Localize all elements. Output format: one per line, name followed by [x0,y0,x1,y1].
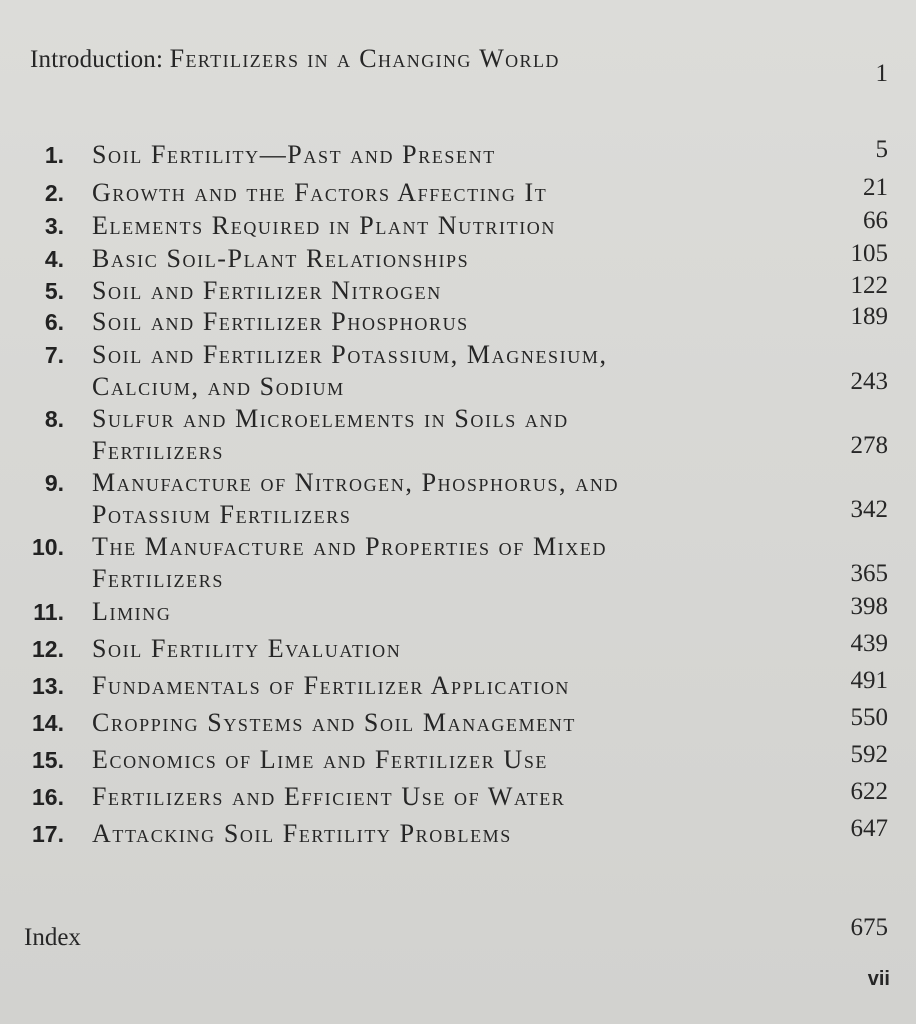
chapter-page: 189 [850,303,888,330]
chapter-number: 3. [44,213,64,239]
chapter-page: 550 [850,704,888,731]
chapter-number: 9. [44,470,64,496]
chapter-page: 342 [850,496,888,523]
chapter-title: Fertilizers [92,564,224,593]
chapter-number: 11. [33,599,64,625]
intro-page: 1 [875,60,888,87]
chapter-page: 365 [850,560,888,587]
chapter-number: 7. [44,342,64,368]
chapter-title: Soil and Fertilizer Potassium, Magnesium, [92,340,608,369]
chapter-page: 278 [850,432,888,459]
chapter-title: Soil Fertility—Past and Present [92,140,496,169]
chapter-title: The Manufacture and Properties of Mixed [92,532,608,561]
chapter-title: Basic Soil-Plant Relationships [92,244,470,273]
chapter-title: Cropping Systems and Soil Management [92,708,576,737]
chapter-title: Soil Fertility Evaluation [92,634,402,663]
chapter-page: 439 [850,630,888,657]
chapter-number: 10. [32,534,64,560]
chapter-page: 21 [863,174,888,201]
chapter-title: Soil and Fertilizer Phosphorus [92,307,469,336]
chapter-number: 17. [32,821,64,847]
chapter-number: 4. [44,246,64,272]
index-label: Index [24,924,81,951]
chapter-page: 105 [850,240,888,267]
chapter-page: 243 [850,368,888,395]
chapter-page: 592 [850,741,888,768]
intro-entry [30,44,560,74]
intro-title: Fertilizers in a Changing World [169,44,560,73]
chapter-page: 398 [850,593,888,620]
chapter-title: Liming [92,597,172,626]
chapter-page: 66 [863,207,888,234]
chapter-title: Attacking Soil Fertility Problems [92,819,512,848]
page-folio: vii [867,968,890,990]
chapter-number: 16. [32,784,64,810]
chapter-number: 14. [32,710,64,736]
chapter-title: Elements Required in Plant Nutrition [92,211,557,240]
chapter-number: 15. [32,747,64,773]
chapter-number: 2. [44,180,64,206]
chapter-number: 12. [32,636,64,662]
chapter-title: Manufacture of Nitrogen, Phosphorus, and [92,468,620,497]
chapter-page: 122 [850,272,888,299]
chapter-number: 5. [44,278,64,304]
chapter-page: 5 [875,136,888,163]
chapter-title: Fertilizers [92,436,224,465]
chapter-number: 6. [44,309,64,335]
chapter-title: Calcium, and Sodium [92,372,345,401]
chapter-title: Economics of Lime and Fertilizer Use [92,745,549,774]
index-page: 675 [850,914,888,941]
chapter-number: 8. [44,406,64,432]
chapter-title: Soil and Fertilizer Nitrogen [92,276,442,305]
chapter-number: 13. [32,673,64,699]
chapter-title: Potassium Fertilizers [92,500,352,529]
chapter-number: 1. [44,142,64,168]
intro-label: Introduction: [30,46,164,73]
chapter-title: Growth and the Factors Affecting It [92,178,548,207]
chapter-title: Fundamentals of Fertilizer Application [92,671,571,700]
chapter-title: Sulfur and Microelements in Soils and [92,404,569,433]
chapter-page: 622 [850,778,888,805]
chapter-page: 491 [850,667,888,694]
chapter-title: Fertilizers and Efficient Use of Water [92,782,566,811]
chapter-page: 647 [850,815,888,842]
